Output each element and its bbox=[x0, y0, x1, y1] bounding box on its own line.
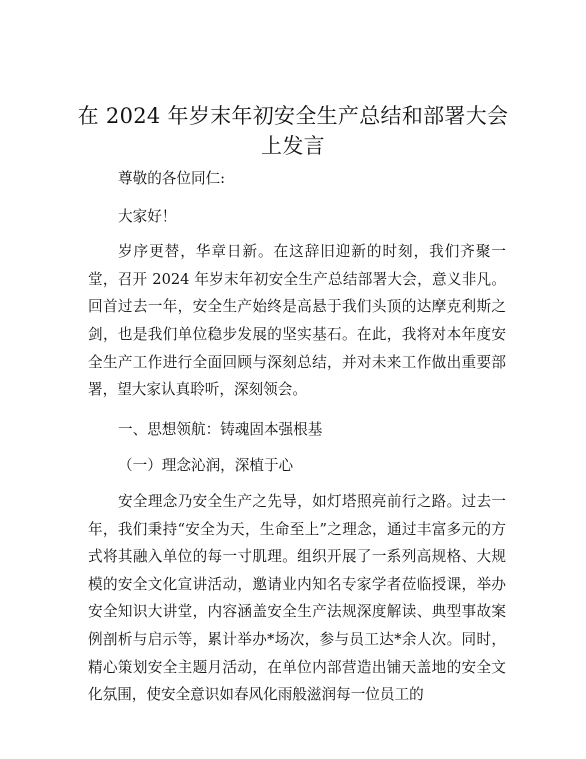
document-body bbox=[88, 165, 506, 709]
paragraph-body: 安全理念乃安全生产之先导，如灯塔照亮前行之路。过去一年，我们秉持“安全为天，生命至上”之理念，通过丰富多元的方式将其融入单位的每一寸肌理。组织开展了一系列高规格、大规模的安全文化宣讲活动，邀请业内知名专家学者莅临授课，举办安全知识大讲堂，内容涵盖安全生产法规深度解读、典型事故案例剖析与启示等，累计举办*场次，参与员工达*余人次。同时，精心策划安全主题月活动，在单位内部营造出铺天盖地的安全文化氛围，使安全意识如春风化雨般滋润每一位员工的 bbox=[88, 492, 506, 704]
section-heading: 一、思想领航：铸魂固本强根基 bbox=[118, 420, 323, 438]
paragraph-intro: 岁序更替，华章日新。在这辞旧迎新的时刻，我们齐聚一堂，召开 2024 年岁末年初安全生产总结部署大会，意义非凡。回首过去一年，安全生产始终是高悬于我们头顶的达摩克利斯之剑，也是我们单位稳步发展的坚实基石。在此，我将对本年度安全生产工作进行全面回顾与深刻总结，并对未来工作做出重要部署，望大家认真聆听，深刻领会。 bbox=[88, 243, 506, 399]
salutation: 尊敬的各位同仁: bbox=[118, 170, 226, 187]
subsection-heading: （一）理念沁润，深植于心 bbox=[118, 457, 294, 475]
greeting: 大家好！ bbox=[118, 207, 177, 225]
document-title: 在 2024 年岁末年初安全生产总结和部署大会上发言 bbox=[77, 104, 509, 158]
